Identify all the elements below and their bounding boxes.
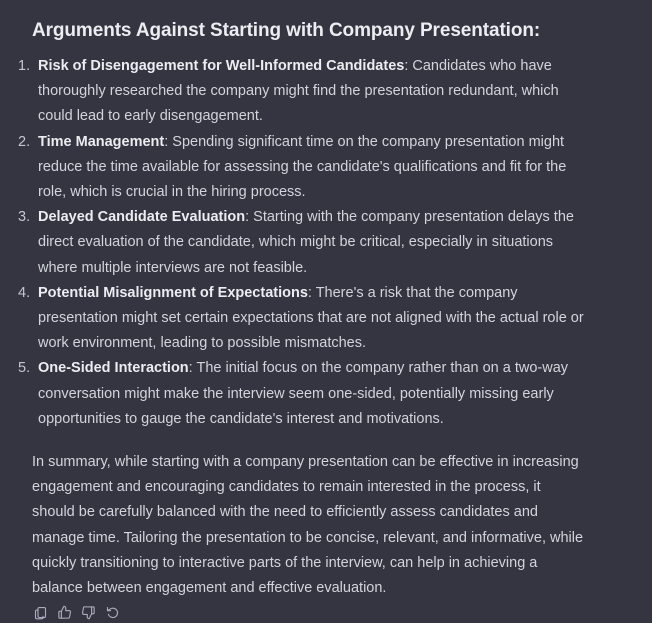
- list-item-title: One-Sided Interaction: [38, 360, 189, 377]
- list-item-title: Time Management: [38, 133, 165, 150]
- list-item-text: : Starting with the company presentation delays the direct evaluation of the candidate, which might be critical, especially in situations where multiple interviews are not feasible.: [38, 209, 574, 276]
- list-item: [0, 205, 590, 281]
- summary-paragraph: In summary, while starting with a company presentation can be effective in increasing engagement and encouraging candidates to remain interested in the process, it should be carefully balanced with the need to efficiently assess candidates and manage time. Tailoring the presentation to be concise, relevant, and informative, while quickly transitioning to interactive parts of the interview, can help in achieving a balance between engagement and effective evaluation.: [32, 454, 584, 597]
- list-item-title: Delayed Candidate Evaluation: [38, 209, 246, 226]
- thumbs-down-icon[interactable]: [80, 604, 96, 620]
- list-item: [0, 130, 590, 206]
- copy-icon[interactable]: [32, 604, 48, 620]
- list-item-text: : The initial focus on the company rather than on a two-way conversation might make the interview seem one-sided, potentially missing early opportunities to gauge the candidate's interest and motivations.: [38, 360, 569, 427]
- thumbs-up-icon[interactable]: [56, 604, 72, 620]
- list-item-text: : Candidates who have thoroughly researched the company might find the presentation redundant, which could lead to early disengagement.: [38, 58, 559, 125]
- list-item-title: Risk of Disengagement for Well-Informed Candidates: [38, 58, 405, 74]
- list-item-number: 5.: [18, 360, 31, 377]
- arguments-list: [0, 54, 652, 432]
- list-item-title: Potential Misalignment of Expectations: [38, 284, 308, 301]
- list-item-number: 1.: [18, 58, 31, 74]
- list-item-number: 3.: [18, 209, 31, 226]
- list-item-number: 4.: [18, 284, 31, 301]
- list-item-number: 2.: [18, 133, 31, 150]
- message-actions: [32, 604, 120, 620]
- regenerate-icon[interactable]: [104, 604, 120, 620]
- list-item: [0, 54, 590, 130]
- list-item-text: : Spending significant time on the company presentation might reduce the time available for assessing the candidate's qualifications and fit for the role, which is crucial in the hiring process.: [38, 133, 567, 201]
- list-item-text: : There's a risk that the company presentation might set certain expectations that are not aligned with the actual role or work environment, leading to possible mismatches.: [38, 284, 584, 352]
- section-heading: Arguments Against Starting with Company Presentation:: [32, 20, 541, 41]
- list-item: [0, 281, 590, 357]
- list-item: [0, 356, 590, 432]
